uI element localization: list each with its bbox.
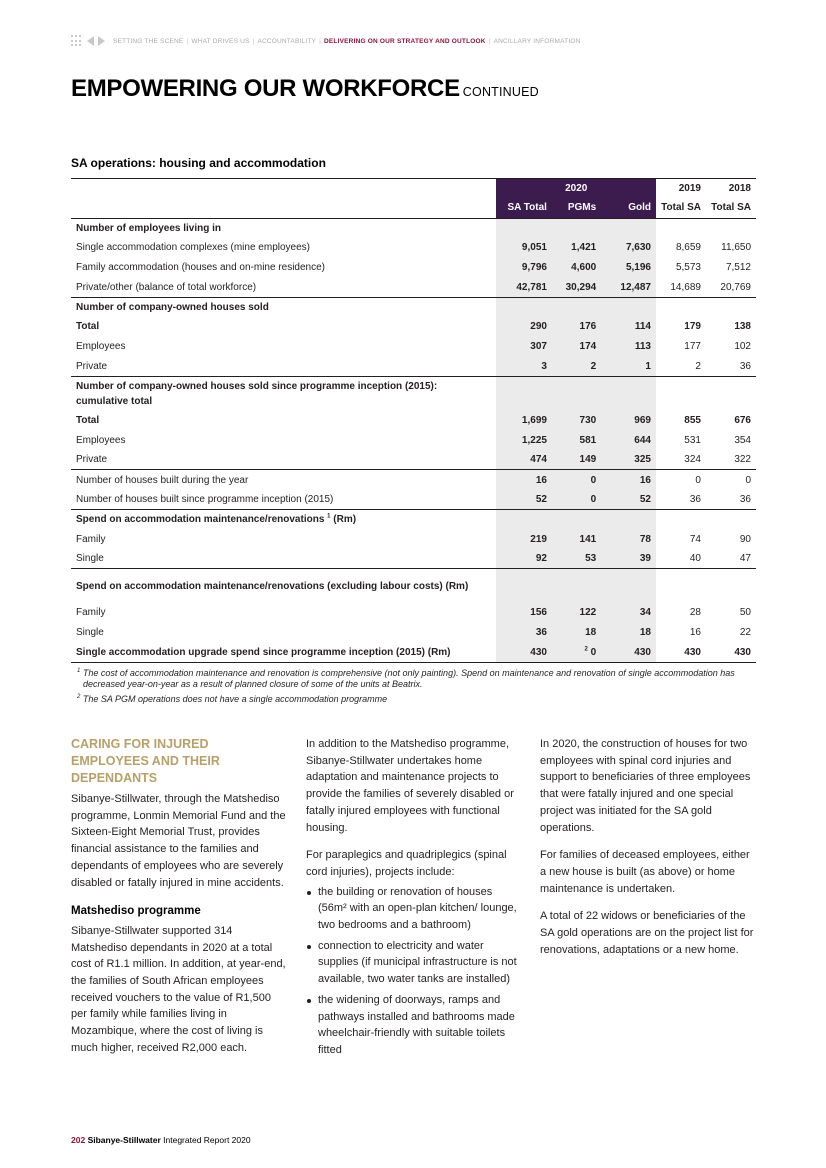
row-label: Total <box>76 321 100 333</box>
page-title-suffix: CONTINUED <box>462 85 539 99</box>
table-cell <box>601 297 656 317</box>
table-cell: 1,225 <box>496 430 551 450</box>
table-cell <box>496 376 551 410</box>
list-item: the widening of doorways, ramps and pathways installed and bathrooms made wheelchair-friendly with suitable toilets fitted <box>306 992 524 1059</box>
table-row <box>71 317 756 337</box>
table-footnotes <box>77 668 747 709</box>
table-cell: 20,769 <box>720 281 751 293</box>
grid-menu-icon[interactable] <box>71 35 83 47</box>
row-label: Private/other (balance of total workforce) <box>76 281 257 293</box>
table-cell: 11,650 <box>721 242 751 254</box>
column-year-2018: 2018 <box>706 179 756 199</box>
table-cell <box>656 376 706 410</box>
page-footer <box>71 1135 251 1145</box>
table-row <box>71 569 756 603</box>
table-cell <box>656 569 706 603</box>
previous-page-icon[interactable] <box>87 36 94 46</box>
table-row <box>71 623 756 643</box>
footer-report: Integrated Report 2020 <box>163 1135 251 1145</box>
table-cell <box>601 218 656 238</box>
table-cell: 42,781 <box>496 277 551 297</box>
table-row <box>71 603 756 623</box>
col3-paragraph-1: In 2020, the construction of houses for two employees with spinal cord injuries and support to beneficiaries of three employees that were fatally injured and one special project was initiated for the SA gold operations. <box>540 738 751 834</box>
table-cell: 176 <box>552 317 601 337</box>
row-label: Single accommodation upgrade spend since programme inception (2015) (Rm) <box>71 642 496 662</box>
table-cell: 52 <box>601 490 656 510</box>
row-label: Single <box>76 553 104 565</box>
col2-paragraph-1: In addition to the Matshediso programme, Sibanye-Stillwater undertakes home adaptation and maintenance projects to provide the families of severely disabled or fatally injured employees with functional housing. <box>306 738 514 834</box>
row-label: Number of company-owned houses sold since programme inception (2015): cumulative total <box>71 376 496 410</box>
table-cell: 855 <box>684 414 701 426</box>
table-cell: 676 <box>734 414 751 426</box>
row-label: Spend on accommodation maintenance/renovations $^1$ (Rm) <box>71 509 496 529</box>
table-cell: 179 <box>684 321 701 333</box>
nav-link-what-drives-us[interactable]: WHAT DRIVES US <box>191 37 250 45</box>
table-row <box>71 357 756 377</box>
table-cell: 430 <box>706 642 756 662</box>
table-cell: 730 <box>552 410 601 430</box>
table-cell: 52 <box>496 490 551 510</box>
table-cell: 36 <box>739 493 751 505</box>
footnote-1: $^1$ The cost of accommodation maintenance and renovation is comprehensive (not only painting). Spend on maintenance and renovation of single accommodation has decreased year-on-year as a result of planned closure of some of the units at Beatrix. <box>77 668 735 689</box>
table-row <box>71 529 756 549</box>
table-row <box>71 470 756 490</box>
text-column-1 <box>71 736 289 1068</box>
table-row <box>71 509 756 529</box>
col3-paragraph-2: For families of deceased employees, either a new house is built (as above) or home maintenance is undertaken. <box>540 849 750 895</box>
table-row <box>71 410 756 430</box>
table-row <box>71 642 756 662</box>
table-cell <box>656 297 706 317</box>
row-label: Single <box>76 627 104 639</box>
table-cell: 78 <box>601 529 656 549</box>
table-cell: 36 <box>496 623 551 643</box>
table-cell: 0 <box>552 490 601 510</box>
table-row <box>71 238 756 258</box>
table-cell: 1,699 <box>496 410 551 430</box>
page-number: 202 <box>71 1135 86 1145</box>
table-row <box>71 337 756 357</box>
table-cell: 430 <box>601 642 656 662</box>
intro-paragraph: Sibanye-Stillwater, through the Matshediso programme, Lonmin Memorial Fund and the Sixteen-Eight Memorial Trust, provides financial assistance to the families and dependants of employees who are severely disabled or fatally injured in mine accidents. <box>71 793 286 889</box>
row-label: Number of houses built during the year <box>71 470 496 490</box>
nav-link-setting-the-scene[interactable]: SETTING THE SCENE <box>113 37 184 45</box>
nav-separator: | <box>319 37 321 45</box>
row-label: Number of company-owned houses sold <box>71 297 496 317</box>
table-cell: 9,796 <box>496 258 551 278</box>
table-cell: 22 <box>739 627 751 639</box>
table-row <box>71 376 756 410</box>
column-header-pgms: PGMs <box>552 198 601 218</box>
column-header-total-sa-2019: Total SA <box>656 198 706 218</box>
table-cell: 322 <box>734 454 751 466</box>
table-row <box>71 258 756 278</box>
table-cell: 969 <box>601 410 656 430</box>
row-label: Number of employees living in <box>71 218 496 238</box>
table-cell <box>496 569 551 603</box>
col2-paragraph-2: For paraplegics and quadriplegics (spinal cord injuries), projects include: <box>306 849 507 878</box>
table-cell: 47 <box>739 553 751 565</box>
table-title: SA operations: housing and accommodation <box>71 156 326 170</box>
page-title-text: EMPOWERING OUR WORKFORCE <box>71 75 460 102</box>
table-row <box>71 218 756 238</box>
nav-link-ancillary-information[interactable]: ANCILLARY INFORMATION <box>493 37 581 45</box>
nav-link-delivering-on-strategy[interactable]: DELIVERING ON OUR STRATEGY AND OUTLOOK <box>324 37 486 45</box>
table-cell <box>706 569 756 603</box>
next-page-icon[interactable] <box>98 36 105 46</box>
text-column-2 <box>306 736 524 1063</box>
table-cell <box>601 569 656 603</box>
table-cell: 16 <box>601 470 656 490</box>
table-cell: 2 <box>552 357 601 377</box>
row-label: Number of houses built since programme inception (2015) <box>76 493 334 505</box>
column-header-gold: Gold <box>601 198 656 218</box>
nav-separator: | <box>488 37 491 45</box>
table-cell: 324 <box>684 454 701 466</box>
row-label: Private <box>76 360 108 372</box>
row-label: Family <box>76 533 106 545</box>
table-cell: 30,294 <box>552 277 601 297</box>
table-cell: 53 <box>552 549 601 569</box>
list-item: the building or renovation of houses (56m² with an open-plan kitchen/ lounge, two bedrooms and a bathroom) <box>306 884 524 934</box>
table-cell: 177 <box>684 341 701 353</box>
table-cell: 430 <box>656 642 706 662</box>
row-label: Employees <box>76 434 126 446</box>
table-cell: 16 <box>689 627 701 639</box>
table-cell: 14,689 <box>670 281 701 293</box>
table-cell: 5,573 <box>675 262 701 274</box>
table-cell: 113 <box>601 337 656 357</box>
table-cell <box>552 376 601 410</box>
table-cell: 16 <box>496 470 551 490</box>
table-cell <box>601 376 656 410</box>
table-cell: 149 <box>552 450 601 470</box>
table-row <box>71 277 756 297</box>
page-title <box>71 75 539 103</box>
table-cell <box>552 218 601 238</box>
table-cell: 50 <box>739 607 751 619</box>
table-cell: 290 <box>496 317 551 337</box>
table-cell: 90 <box>739 533 751 545</box>
table-cell: 18 <box>601 623 656 643</box>
table-cell: 74 <box>689 533 701 545</box>
table-cell: 1 <box>601 357 656 377</box>
housing-accommodation-table <box>71 178 756 663</box>
table-cell: 40 <box>689 553 701 565</box>
table-cell: 4,600 <box>552 258 601 278</box>
table-header-years <box>71 179 756 199</box>
nav-separator: | <box>252 37 255 45</box>
row-label: Spend on accommodation maintenance/renovations (excluding labour costs) (Rm) <box>71 569 496 603</box>
table-cell <box>552 569 601 603</box>
table-cell <box>496 218 551 238</box>
table-cell: 325 <box>601 450 656 470</box>
table-cell: 430 <box>496 642 551 662</box>
table-row <box>71 549 756 569</box>
column-year-2019: 2019 <box>656 179 706 199</box>
table-row <box>71 490 756 510</box>
table-cell <box>601 509 656 529</box>
table-row <box>71 297 756 317</box>
table-cell: 122 <box>552 603 601 623</box>
table-cell: 174 <box>552 337 601 357</box>
table-cell <box>656 509 706 529</box>
text-column-3 <box>540 736 758 969</box>
table-cell: 0 <box>552 470 601 490</box>
table-cell: 1,421 <box>552 238 601 258</box>
table-cell: 354 <box>734 434 751 446</box>
footer-company: Sibanye-Stillwater <box>87 1135 161 1145</box>
table-header-columns <box>71 198 756 218</box>
row-label: Family <box>76 607 106 619</box>
col3-paragraph-3: A total of 22 widows or beneficiaries of the SA gold operations are on the project list for renovations, adaptations or a new home. <box>540 910 754 956</box>
table-cell: $^2$ 0 <box>552 642 601 662</box>
footnote-2: $^2$ The SA PGM operations does not have a single accommodation programme <box>77 694 388 704</box>
table-cell: 7,630 <box>601 238 656 258</box>
table-cell: 9,051 <box>496 238 551 258</box>
top-navigation <box>71 34 581 48</box>
table-cell <box>656 218 706 238</box>
section-heading: CARING FOR INJURED EMPLOYEES AND THEIR DEPENDANTS <box>71 737 220 785</box>
table-cell: 39 <box>601 549 656 569</box>
table-cell <box>552 509 601 529</box>
table-cell: 28 <box>689 607 701 619</box>
table-cell: 0 <box>656 470 706 490</box>
table-cell: 2 <box>695 360 701 372</box>
table-cell <box>706 297 756 317</box>
table-cell: 114 <box>601 317 656 337</box>
table-row <box>71 430 756 450</box>
table-cell <box>496 509 551 529</box>
table-cell: 138 <box>734 321 751 333</box>
table-cell: 0 <box>706 470 756 490</box>
matshediso-paragraph: Sibanye-Stillwater supported 314 Matshediso dependants in 2020 at a total cost of R1.1 million. In addition, at year-end, the families of South African employees received vouchers to the value of R1,500 per family while families living in Mozambique, where the cost of living is much higher, received R2,000 each. <box>71 924 286 1054</box>
list-item: connection to electricity and water supplies (if municipal infrastructure is not available, two water tanks are installed) <box>306 938 524 988</box>
table-cell <box>706 509 756 529</box>
table-cell <box>552 297 601 317</box>
table-cell: 156 <box>496 603 551 623</box>
table-cell: 34 <box>601 603 656 623</box>
column-header-total-sa-2018: Total SA <box>706 198 756 218</box>
nav-icons <box>71 35 105 47</box>
table-cell: 36 <box>689 493 701 505</box>
table-cell: 307 <box>496 337 551 357</box>
table-cell: 92 <box>496 549 551 569</box>
table-cell <box>496 297 551 317</box>
table-cell <box>706 376 756 410</box>
row-label: Total <box>76 414 100 426</box>
table-cell: 18 <box>552 623 601 643</box>
column-header-sa-total: SA Total <box>496 198 551 218</box>
row-label: Family accommodation (houses and on-mine residence) <box>76 262 326 274</box>
nav-link-accountability[interactable]: ACCOUNTABILITY <box>257 37 317 45</box>
row-label: Private <box>76 454 108 466</box>
column-year-2020: 2020 <box>496 179 656 199</box>
table-cell: 7,512 <box>725 262 751 274</box>
subheading-matshediso: Matshediso programme <box>71 905 201 918</box>
table-cell: 36 <box>739 360 751 372</box>
table-row <box>71 450 756 470</box>
table-cell <box>706 218 756 238</box>
table-cell: 5,196 <box>601 258 656 278</box>
projects-bullet-list <box>306 884 524 1059</box>
table-cell: 141 <box>552 529 601 549</box>
nav-separator: | <box>186 37 189 45</box>
table-cell: 219 <box>496 529 551 549</box>
table-cell: 102 <box>734 341 751 353</box>
table-cell: 12,487 <box>601 277 656 297</box>
table-cell: 3 <box>496 357 551 377</box>
table-cell: 581 <box>552 430 601 450</box>
table-cell: 8,659 <box>675 242 701 254</box>
table-cell: 531 <box>684 434 701 446</box>
table-cell: 474 <box>496 450 551 470</box>
table-cell: 644 <box>601 430 656 450</box>
row-label: Employees <box>76 341 126 353</box>
row-label: Single accommodation complexes (mine employees) <box>76 242 310 254</box>
